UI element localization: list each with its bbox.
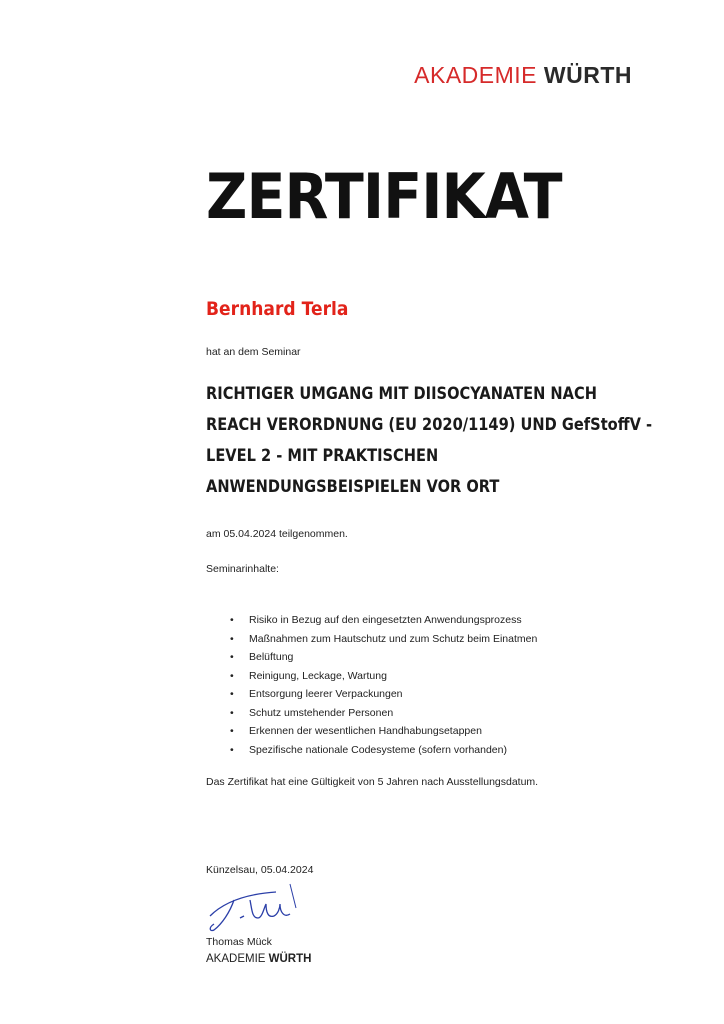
list-item-text: Belüftung (249, 651, 294, 663)
seminar-contents-list (206, 611, 537, 759)
bullet-icon: • (230, 743, 234, 756)
validity-text: Das Zertifikat hat eine Gültigkeit von 5 Jahren nach Ausstellungsdatum. (206, 776, 539, 788)
list-item (230, 667, 537, 686)
bullet-icon: • (230, 651, 234, 663)
list-item-text: Entsorgung leerer Verpackungen (249, 688, 403, 700)
bullet-icon: • (230, 632, 234, 645)
list-item (230, 685, 537, 704)
list-item-text: Schutz umstehender Personen (249, 706, 394, 719)
bullet-icon: • (230, 688, 234, 700)
list-item (230, 722, 537, 741)
org-text-wuerth: WÜRTH (268, 953, 312, 965)
logo-text-akademie: AKADEMIE (414, 62, 544, 88)
list-item-text: Maßnahmen zum Hautschutz und zum Schutz beim Einatmen (249, 632, 538, 645)
list-item (230, 611, 537, 630)
list-item (230, 648, 537, 667)
intro-text: hat an dem Seminar (206, 346, 301, 358)
recipient-name: Bernhard Terla (206, 298, 349, 320)
list-item-text: Erkennen der wesentlichen Handhabungsetappen (249, 725, 482, 737)
list-item (230, 704, 537, 723)
list-item (230, 630, 537, 649)
akademie-wuerth-logo (414, 62, 632, 89)
list-item-text: Reinigung, Leckage, Wartung (249, 669, 387, 682)
participation-text: am 05.04.2024 teilgenommen. (206, 528, 348, 540)
list-item-text: Risiko in Bezug auf den eingesetzten Anwendungsprozess (249, 614, 522, 626)
contents-label: Seminarinhalte: (206, 563, 279, 575)
certificate-title: ZERTIFIKAT (206, 160, 562, 233)
handwritten-signature (206, 878, 316, 938)
org-text-akademie: AKADEMIE (206, 953, 269, 965)
list-item (230, 741, 537, 760)
bullet-icon: • (230, 614, 234, 626)
bullet-icon: • (230, 706, 234, 719)
logo-text-wuerth: WÜRTH (543, 62, 632, 88)
list-item-text: Spezifische nationale Codesysteme (sofern vorhanden) (249, 743, 507, 756)
place-date: Künzelsau, 05.04.2024 (206, 864, 314, 876)
bullet-icon: • (230, 669, 234, 682)
signature-org-logo (206, 953, 311, 965)
signer-name: Thomas Mück (206, 936, 272, 948)
seminar-title: RICHTIGER UMGANG MIT DIISOCYANATEN NACH REACH VERORDNUNG (EU 2020/1149) UND GefStoffV - LEVEL 2 - MIT PRAKTISCHEN ANWENDUNGSBEISPIELEN VOR ORT (206, 384, 653, 497)
bullet-icon: • (230, 725, 234, 737)
